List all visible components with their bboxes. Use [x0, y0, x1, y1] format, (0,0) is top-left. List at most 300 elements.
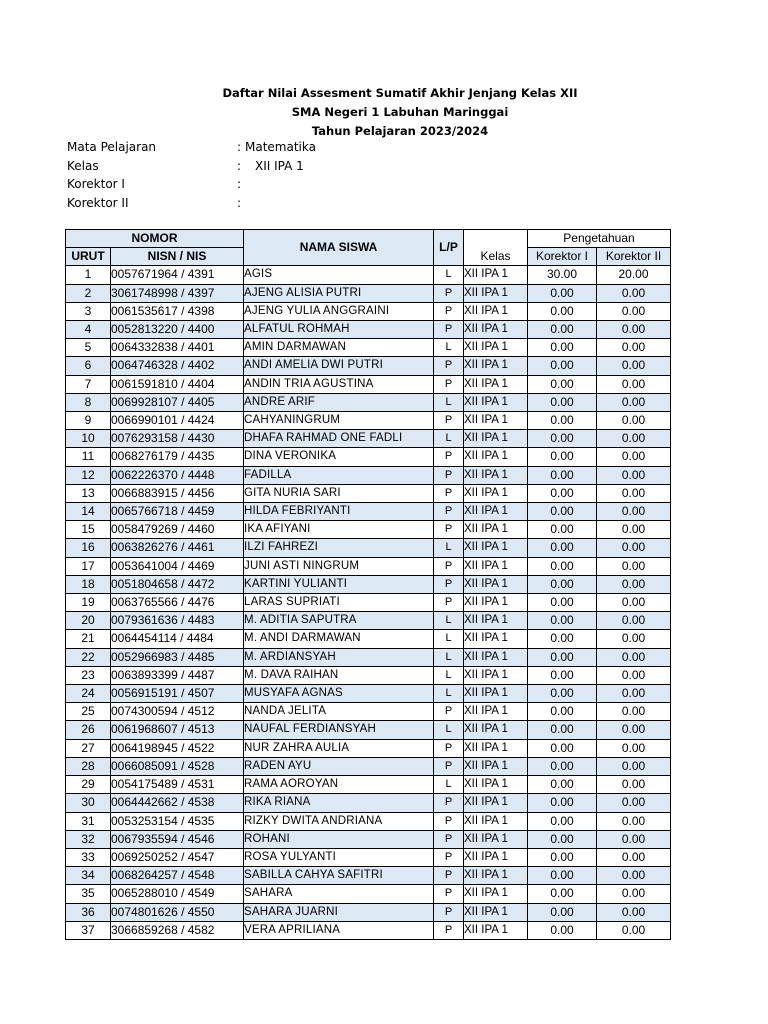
cell-nama-siswa: ROHANI — [244, 830, 434, 848]
table-row — [66, 903, 671, 921]
cell-lp: P — [434, 867, 464, 885]
cell-urut: 16 — [66, 539, 111, 557]
table-row — [66, 575, 671, 593]
document-title: Daftar Nilai Assesment Sumatif Akhir Jenjang Kelas XII — [222, 86, 578, 100]
cell-kelas: XII IPA 1 — [464, 466, 528, 484]
cell-nama-siswa: M. ANDI DARMAWAN — [244, 630, 434, 648]
header-nomor: NOMOR — [66, 230, 244, 248]
cell-korektor1: 0.00 — [528, 739, 597, 757]
table-row — [66, 630, 671, 648]
header-lp: L/P — [434, 230, 464, 266]
meta-colon: : — [237, 177, 242, 191]
cell-korektor2: 0.00 — [597, 630, 671, 648]
cell-kelas: XII IPA 1 — [464, 703, 528, 721]
table-row — [66, 885, 671, 903]
cell-korektor1: 0.00 — [528, 703, 597, 721]
cell-urut: 34 — [66, 867, 111, 885]
cell-kelas: XII IPA 1 — [464, 357, 528, 375]
cell-urut: 19 — [66, 594, 111, 612]
cell-nisn: 0065288010 / 4549 — [111, 885, 244, 903]
cell-nisn: 0064332838 / 4401 — [111, 339, 244, 357]
cell-urut: 8 — [66, 393, 111, 411]
meta-colon: : — [237, 195, 242, 210]
cell-lp: L — [434, 666, 464, 684]
table-row — [66, 321, 671, 339]
cell-kelas: XII IPA 1 — [464, 903, 528, 921]
cell-korektor1: 0.00 — [528, 776, 597, 794]
table-row — [66, 794, 671, 812]
cell-kelas: XII IPA 1 — [464, 648, 528, 666]
cell-lp: P — [434, 412, 464, 430]
meta-label: Mata Pelajaran — [67, 140, 157, 154]
cell-nisn: 0054175489 / 4531 — [111, 776, 244, 794]
table-row — [66, 375, 671, 393]
cell-urut: 18 — [66, 575, 111, 593]
cell-kelas: XII IPA 1 — [464, 284, 528, 302]
cell-kelas: XII IPA 1 — [464, 848, 528, 866]
cell-korektor2: 0.00 — [597, 903, 671, 921]
cell-korektor1: 0.00 — [528, 575, 597, 593]
cell-kelas: XII IPA 1 — [464, 794, 528, 812]
cell-korektor1: 0.00 — [528, 448, 597, 466]
cell-kelas: XII IPA 1 — [464, 430, 528, 448]
meta-value: Matematika — [245, 140, 316, 154]
cell-korektor2: 0.00 — [597, 284, 671, 302]
cell-korektor1: 0.00 — [528, 685, 597, 703]
table-row — [66, 848, 671, 866]
table-row — [66, 921, 671, 939]
cell-korektor1: 0.00 — [528, 848, 597, 866]
cell-korektor1: 0.00 — [528, 794, 597, 812]
cell-kelas: XII IPA 1 — [464, 412, 528, 430]
cell-kelas: XII IPA 1 — [464, 575, 528, 593]
cell-korektor2: 0.00 — [597, 794, 671, 812]
cell-urut: 11 — [66, 448, 111, 466]
cell-lp: P — [434, 357, 464, 375]
cell-urut: 3 — [66, 302, 111, 320]
cell-nisn: 0056915191 / 4507 — [111, 685, 244, 703]
cell-kelas: XII IPA 1 — [464, 885, 528, 903]
cell-nisn: 0057671964 / 4391 — [111, 266, 244, 284]
table-row — [66, 685, 671, 703]
cell-lp: L — [434, 685, 464, 703]
cell-lp: P — [434, 466, 464, 484]
table-row — [66, 430, 671, 448]
cell-korektor1: 0.00 — [528, 539, 597, 557]
cell-lp: L — [434, 266, 464, 284]
table-row — [66, 448, 671, 466]
cell-kelas: XII IPA 1 — [464, 812, 528, 830]
cell-nama-siswa: IKA AFIYANI — [244, 521, 434, 539]
cell-lp: L — [434, 776, 464, 794]
cell-nama-siswa: ALFATUL ROHMAH — [244, 321, 434, 339]
cell-nama-siswa: RAMA AOROYAN — [244, 776, 434, 794]
cell-nama-siswa: HILDA FEBRIYANTI — [244, 503, 434, 521]
cell-lp: L — [434, 393, 464, 411]
table-row — [66, 521, 671, 539]
header-kelas: Kelas — [464, 230, 528, 266]
table-row — [66, 757, 671, 775]
cell-nama-siswa: SAHARA — [244, 885, 434, 903]
cell-lp: L — [434, 539, 464, 557]
cell-korektor1: 0.00 — [528, 357, 597, 375]
cell-urut: 2 — [66, 284, 111, 302]
cell-urut: 23 — [66, 666, 111, 684]
cell-nama-siswa: GITA NURIA SARI — [244, 484, 434, 502]
cell-nisn: 0066883915 / 4456 — [111, 484, 244, 502]
cell-kelas: XII IPA 1 — [464, 921, 528, 939]
header-urut: URUT — [66, 248, 111, 266]
cell-korektor2: 0.00 — [597, 575, 671, 593]
cell-korektor2: 0.00 — [597, 448, 671, 466]
table-row — [66, 703, 671, 721]
cell-lp: P — [434, 848, 464, 866]
cell-korektor1: 0.00 — [528, 630, 597, 648]
cell-nama-siswa: LARAS SUPRIATI — [244, 594, 434, 612]
cell-lp: L — [434, 339, 464, 357]
cell-urut: 7 — [66, 375, 111, 393]
cell-lp: P — [434, 557, 464, 575]
cell-lp: P — [434, 739, 464, 757]
cell-korektor2: 0.00 — [597, 812, 671, 830]
cell-lp: L — [434, 430, 464, 448]
cell-kelas: XII IPA 1 — [464, 484, 528, 502]
table-row — [66, 284, 671, 302]
cell-nama-siswa: NUR ZAHRA AULIA — [244, 739, 434, 757]
table-row — [66, 612, 671, 630]
table-row — [66, 357, 671, 375]
cell-korektor2: 0.00 — [597, 703, 671, 721]
cell-korektor2: 0.00 — [597, 375, 671, 393]
cell-nama-siswa: CAHYANINGRUM — [244, 412, 434, 430]
cell-kelas: XII IPA 1 — [464, 776, 528, 794]
cell-nisn: 0069250252 / 4547 — [111, 848, 244, 866]
cell-urut: 35 — [66, 885, 111, 903]
cell-urut: 9 — [66, 412, 111, 430]
table-row — [66, 776, 671, 794]
table-row — [66, 412, 671, 430]
table-row — [66, 812, 671, 830]
cell-lp: P — [434, 903, 464, 921]
meta-label: Korektor II — [67, 195, 129, 210]
cell-urut: 24 — [66, 685, 111, 703]
cell-nama-siswa: AJENG YULIA ANGGRAINI — [244, 302, 434, 320]
cell-nisn: 0061591810 / 4404 — [111, 375, 244, 393]
cell-korektor2: 0.00 — [597, 648, 671, 666]
cell-korektor2: 0.00 — [597, 521, 671, 539]
grades-table — [65, 229, 671, 940]
cell-korektor2: 0.00 — [597, 685, 671, 703]
cell-nisn: 0067935594 / 4546 — [111, 830, 244, 848]
cell-nama-siswa: KARTINI YULIANTI — [244, 575, 434, 593]
cell-nama-siswa: AJENG ALISIA PUTRI — [244, 284, 434, 302]
cell-korektor1: 0.00 — [528, 885, 597, 903]
cell-korektor2: 0.00 — [597, 848, 671, 866]
cell-nama-siswa: RIZKY DWITA ANDRIANA — [244, 812, 434, 830]
cell-kelas: XII IPA 1 — [464, 757, 528, 775]
cell-kelas: XII IPA 1 — [464, 557, 528, 575]
cell-korektor1: 0.00 — [528, 612, 597, 630]
cell-korektor1: 0.00 — [528, 321, 597, 339]
table-row — [66, 557, 671, 575]
cell-korektor1: 0.00 — [528, 666, 597, 684]
cell-nama-siswa: JUNI ASTI NINGRUM — [244, 557, 434, 575]
cell-lp: P — [434, 302, 464, 320]
cell-nama-siswa: FADILLA — [244, 466, 434, 484]
cell-lp: P — [434, 521, 464, 539]
cell-lp: L — [434, 612, 464, 630]
cell-nisn: 0063893399 / 4487 — [111, 666, 244, 684]
table-row — [66, 302, 671, 320]
cell-lp: L — [434, 721, 464, 739]
cell-nama-siswa: NANDA JELITA — [244, 703, 434, 721]
cell-lp: P — [434, 575, 464, 593]
cell-nama-siswa: ANDI AMELIA DWI PUTRI — [244, 357, 434, 375]
cell-nisn: 0066990101 / 4424 — [111, 412, 244, 430]
cell-korektor1: 0.00 — [528, 721, 597, 739]
cell-kelas: XII IPA 1 — [464, 867, 528, 885]
cell-korektor1: 0.00 — [528, 648, 597, 666]
cell-korektor1: 0.00 — [528, 284, 597, 302]
cell-korektor1: 0.00 — [528, 430, 597, 448]
cell-nisn: 0053253154 / 4535 — [111, 812, 244, 830]
cell-lp: P — [434, 484, 464, 502]
table-row — [66, 466, 671, 484]
cell-nisn: 0061535617 / 4398 — [111, 302, 244, 320]
table-row — [66, 266, 671, 284]
cell-nisn: 0066085091 / 4528 — [111, 757, 244, 775]
cell-nisn: 0051804658 / 4472 — [111, 575, 244, 593]
cell-nisn: 0064442662 / 4538 — [111, 794, 244, 812]
cell-kelas: XII IPA 1 — [464, 721, 528, 739]
cell-korektor1: 0.00 — [528, 375, 597, 393]
cell-lp: P — [434, 375, 464, 393]
cell-korektor2: 0.00 — [597, 921, 671, 939]
cell-korektor2: 0.00 — [597, 302, 671, 320]
cell-nisn: 3066859268 / 4582 — [111, 921, 244, 939]
cell-korektor1: 0.00 — [528, 466, 597, 484]
cell-nisn: 0065766718 / 4459 — [111, 503, 244, 521]
cell-korektor2: 0.00 — [597, 721, 671, 739]
cell-nisn: 0062226370 / 4448 — [111, 466, 244, 484]
cell-lp: L — [434, 648, 464, 666]
cell-nama-siswa: RIKA RIANA — [244, 794, 434, 812]
cell-urut: 25 — [66, 703, 111, 721]
cell-korektor1: 30.00 — [528, 266, 597, 284]
cell-nama-siswa: ILZI FAHREZI — [244, 539, 434, 557]
table-row — [66, 830, 671, 848]
cell-nisn: 0053641004 / 4469 — [111, 557, 244, 575]
cell-korektor1: 0.00 — [528, 812, 597, 830]
cell-lp: P — [434, 921, 464, 939]
cell-lp: P — [434, 830, 464, 848]
cell-nama-siswa: M. ARDIANSYAH — [244, 648, 434, 666]
cell-nama-siswa: MUSYAFA AGNAS — [244, 685, 434, 703]
cell-nama-siswa: DHAFA RAHMAD ONE FADLI — [244, 430, 434, 448]
cell-lp: P — [434, 284, 464, 302]
cell-urut: 30 — [66, 794, 111, 812]
cell-nama-siswa: VERA APRILIANA — [244, 921, 434, 939]
cell-korektor2: 0.00 — [597, 885, 671, 903]
cell-korektor2: 0.00 — [597, 357, 671, 375]
cell-nisn: 0064454114 / 4484 — [111, 630, 244, 648]
cell-kelas: XII IPA 1 — [464, 375, 528, 393]
table-row — [66, 594, 671, 612]
cell-urut: 36 — [66, 903, 111, 921]
cell-nama-siswa: ROSA YULYANTI — [244, 848, 434, 866]
header-nama-siswa: NAMA SISWA — [244, 230, 434, 266]
meta-label: Korektor I — [67, 177, 125, 191]
cell-lp: P — [434, 885, 464, 903]
cell-nisn: 0074300594 / 4512 — [111, 703, 244, 721]
cell-kelas: XII IPA 1 — [464, 321, 528, 339]
cell-nama-siswa: AGIS — [244, 266, 434, 284]
header-nisn: NISN / NIS — [111, 248, 244, 266]
cell-lp: P — [434, 503, 464, 521]
cell-korektor2: 0.00 — [597, 776, 671, 794]
cell-urut: 17 — [66, 557, 111, 575]
cell-nisn: 0058479269 / 4460 — [111, 521, 244, 539]
cell-urut: 13 — [66, 484, 111, 502]
cell-nama-siswa: NAUFAL FERDIANSYAH — [244, 721, 434, 739]
cell-urut: 14 — [66, 503, 111, 521]
cell-urut: 12 — [66, 466, 111, 484]
cell-nama-siswa: DINA VERONIKA — [244, 448, 434, 466]
school-name: SMA Negeri 1 Labuhan Maringgai — [291, 105, 509, 119]
cell-urut: 21 — [66, 630, 111, 648]
cell-nisn: 3061748998 / 4397 — [111, 284, 244, 302]
cell-nisn: 0069928107 / 4405 — [111, 393, 244, 411]
cell-lp: L — [434, 630, 464, 648]
cell-korektor2: 0.00 — [597, 539, 671, 557]
meta-label: Kelas — [67, 158, 99, 173]
cell-nisn: 0074801626 / 4550 — [111, 903, 244, 921]
cell-korektor2: 0.00 — [597, 830, 671, 848]
table-row — [66, 484, 671, 502]
cell-korektor2: 0.00 — [597, 757, 671, 775]
cell-korektor1: 0.00 — [528, 903, 597, 921]
cell-korektor1: 0.00 — [528, 412, 597, 430]
cell-lp: P — [434, 703, 464, 721]
header-pengetahuan: Pengetahuan — [528, 230, 671, 248]
table-row — [66, 721, 671, 739]
table-header — [66, 230, 671, 266]
cell-korektor1: 0.00 — [528, 557, 597, 575]
cell-nisn: 0063765566 / 4476 — [111, 594, 244, 612]
cell-korektor2: 0.00 — [597, 867, 671, 885]
cell-korektor1: 0.00 — [528, 757, 597, 775]
cell-urut: 31 — [66, 812, 111, 830]
cell-korektor1: 0.00 — [528, 867, 597, 885]
cell-korektor2: 0.00 — [597, 430, 671, 448]
cell-kelas: XII IPA 1 — [464, 393, 528, 411]
cell-nama-siswa: M. DAVA RAIHAN — [244, 666, 434, 684]
header-korektor2: Korektor II — [597, 248, 671, 266]
cell-urut: 32 — [66, 830, 111, 848]
cell-urut: 27 — [66, 739, 111, 757]
cell-kelas: XII IPA 1 — [464, 612, 528, 630]
cell-korektor2: 0.00 — [597, 339, 671, 357]
table-row — [66, 393, 671, 411]
cell-korektor1: 0.00 — [528, 521, 597, 539]
cell-urut: 1 — [66, 266, 111, 284]
cell-korektor1: 0.00 — [528, 393, 597, 411]
cell-kelas: XII IPA 1 — [464, 594, 528, 612]
cell-urut: 37 — [66, 921, 111, 939]
cell-korektor1: 0.00 — [528, 484, 597, 502]
cell-nama-siswa: AMIN DARMAWAN — [244, 339, 434, 357]
cell-korektor2: 20.00 — [597, 266, 671, 284]
cell-nisn: 0052813220 / 4400 — [111, 321, 244, 339]
meta-value: XII IPA 1 — [255, 158, 304, 173]
cell-urut: 6 — [66, 357, 111, 375]
cell-korektor2: 0.00 — [597, 612, 671, 630]
cell-korektor1: 0.00 — [528, 594, 597, 612]
cell-nisn: 0063826276 / 4461 — [111, 539, 244, 557]
cell-urut: 5 — [66, 339, 111, 357]
cell-korektor2: 0.00 — [597, 503, 671, 521]
cell-kelas: XII IPA 1 — [464, 539, 528, 557]
table-row — [66, 739, 671, 757]
cell-korektor2: 0.00 — [597, 666, 671, 684]
table-row — [66, 503, 671, 521]
cell-korektor2: 0.00 — [597, 393, 671, 411]
cell-lp: P — [434, 757, 464, 775]
cell-nisn: 0068276179 / 4435 — [111, 448, 244, 466]
table-row — [66, 666, 671, 684]
cell-nisn: 0052966983 / 4485 — [111, 648, 244, 666]
cell-korektor1: 0.00 — [528, 302, 597, 320]
table-body — [66, 266, 671, 940]
cell-korektor2: 0.00 — [597, 321, 671, 339]
cell-korektor2: 0.00 — [597, 557, 671, 575]
cell-urut: 20 — [66, 612, 111, 630]
cell-nama-siswa: RADEN AYU — [244, 757, 434, 775]
cell-lp: P — [434, 812, 464, 830]
cell-nisn: 0064198945 / 4522 — [111, 739, 244, 757]
cell-nama-siswa: ANDIN TRIA AGUSTINA — [244, 375, 434, 393]
cell-nisn: 0076293158 / 4430 — [111, 430, 244, 448]
table-row — [66, 867, 671, 885]
cell-korektor2: 0.00 — [597, 484, 671, 502]
header-korektor1: Korektor I — [528, 248, 597, 266]
document-title-block — [0, 84, 768, 141]
meta-colon: : — [237, 158, 242, 173]
cell-nama-siswa: SAHARA JUARNI — [244, 903, 434, 921]
cell-kelas: XII IPA 1 — [464, 630, 528, 648]
cell-nisn: 0079361636 / 4483 — [111, 612, 244, 630]
cell-korektor1: 0.00 — [528, 339, 597, 357]
cell-urut: 15 — [66, 521, 111, 539]
cell-korektor2: 0.00 — [597, 412, 671, 430]
cell-korektor2: 0.00 — [597, 739, 671, 757]
cell-nama-siswa: M. ADITIA SAPUTRA — [244, 612, 434, 630]
cell-kelas: XII IPA 1 — [464, 503, 528, 521]
cell-korektor2: 0.00 — [597, 466, 671, 484]
cell-nisn: 0061968607 / 4513 — [111, 721, 244, 739]
meta-colon: : — [237, 140, 242, 154]
cell-korektor1: 0.00 — [528, 921, 597, 939]
cell-urut: 10 — [66, 430, 111, 448]
table-row — [66, 648, 671, 666]
cell-nama-siswa: ANDRE ARIF — [244, 393, 434, 411]
cell-lp: P — [434, 794, 464, 812]
cell-nisn: 0064746328 / 4402 — [111, 357, 244, 375]
cell-korektor1: 0.00 — [528, 830, 597, 848]
table-row — [66, 339, 671, 357]
cell-urut: 29 — [66, 776, 111, 794]
cell-urut: 22 — [66, 648, 111, 666]
